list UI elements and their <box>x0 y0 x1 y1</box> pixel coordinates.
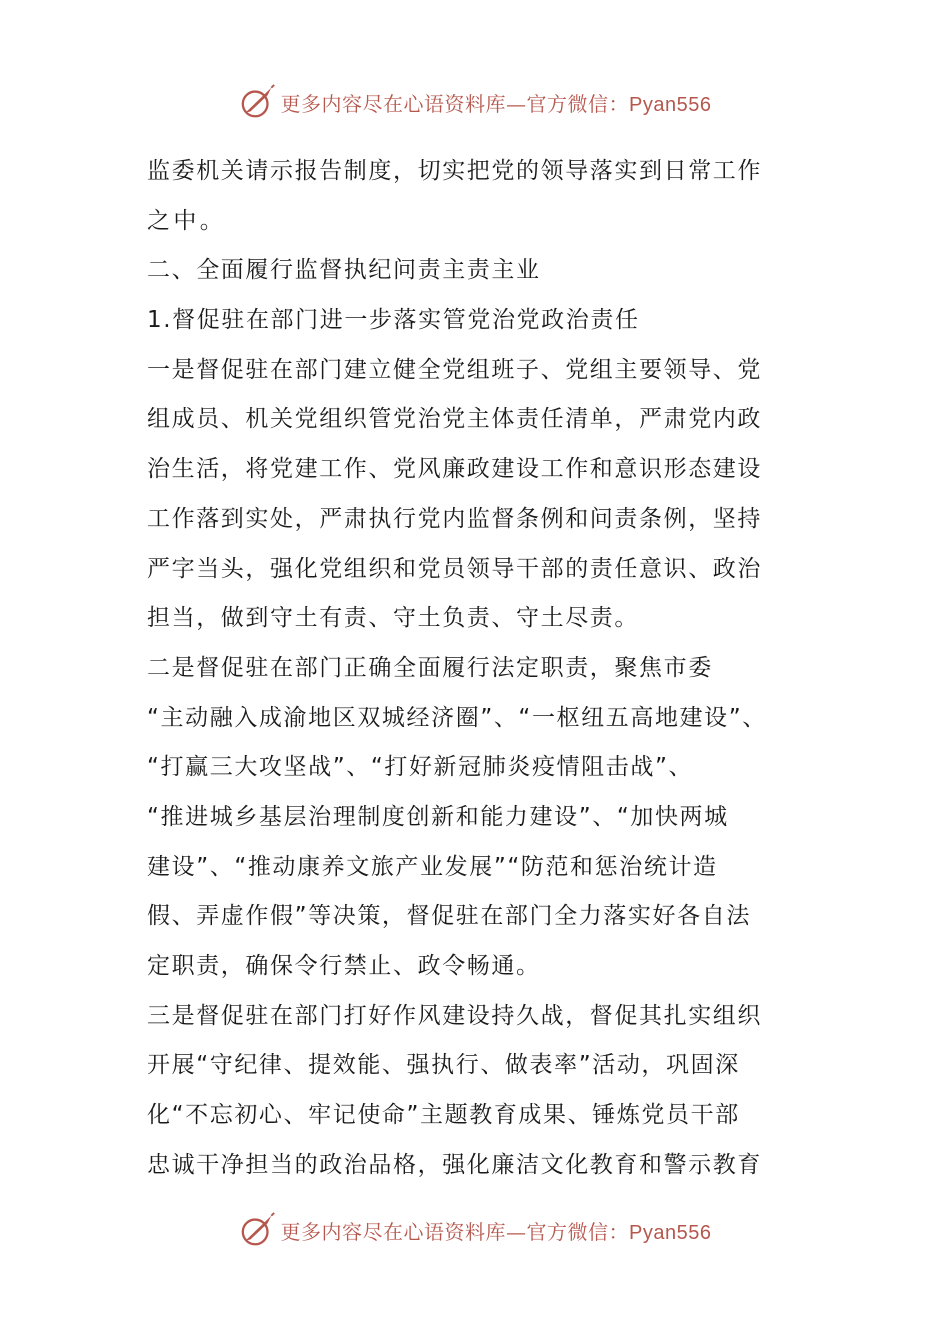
paragraph-line: 建设”、“推动康养文旅产业发展”“防范和惩治统计造 <box>147 853 718 880</box>
paragraph-line: 假、弄虚作假”等决策，督促驻在部门全力落实好各自法 <box>147 903 751 930</box>
banner-text <box>281 88 712 117</box>
paragraph-line: 忠诚干净担当的政治品格，强化廉洁文化教育和警示教育 <box>147 1151 762 1178</box>
document-body <box>147 147 827 1190</box>
paragraph-line: 监委机关请示报告制度，切实把党的领导落实到日常工作 <box>147 158 762 184</box>
wechat-id: Pyan556 <box>629 1221 712 1244</box>
paragraph-line: 开展“守纪律、提效能、强执行、做表率”活动，巩固深 <box>147 1052 740 1079</box>
paragraph-line: 化“不忘初心、牢记使命”主题教育成果、锤炼党员干部 <box>147 1102 740 1129</box>
paragraph-line: 定职责，确保令行禁止、政令畅通。 <box>147 953 541 979</box>
paragraph-line: 担当，做到守土有责、守土负责、守土尽责。 <box>147 605 639 632</box>
banner-text <box>281 1216 712 1245</box>
banner-promo-text: 更多内容尽在心语资料库—官方微信： <box>280 1219 630 1244</box>
paragraph-line: 治生活，将党建工作、党风廉政建设工作和意识形态建设 <box>147 456 762 483</box>
wechat-id: Pyan556 <box>629 93 712 116</box>
paragraph-line: “推进城乡基层治理制度创新和能力建设”、“加快两城 <box>147 803 729 830</box>
paragraph-line: 严字当头，强化党组织和党员领导干部的责任意识、政治 <box>147 555 762 582</box>
paragraph-line: 之中。 <box>147 207 227 234</box>
paragraph-line: “主动融入成渝地区双城经济圈”、“一枢纽五高地建设”、 <box>147 704 767 731</box>
quill-pen-in-circle-icon <box>239 1211 277 1249</box>
banner-promo-text: 更多内容尽在心语资料库—官方微信： <box>280 91 630 116</box>
paragraph-line: “打赢三大攻坚战”、“打好新冠肺炎疫情阻击战”、 <box>147 754 694 781</box>
paragraph-line: 三是督促驻在部门打好作风建设持久战，督促其扎实组织 <box>147 1002 762 1029</box>
paragraph-line: 工作落到实处，严肃执行党内监督条例和问责条例，坚持 <box>147 505 762 532</box>
quill-pen-in-circle-icon <box>239 83 277 121</box>
paragraph-line: 二是督促驻在部门正确全面履行法定职责，聚焦市委 <box>147 654 713 681</box>
section-heading: 二、全面履行监督执纪问责主责主业 <box>147 257 541 284</box>
paragraph-line: 一是督促驻在部门建立健全党组班子、党组主要领导、党 <box>147 356 762 383</box>
header-banner <box>0 80 950 124</box>
subsection-heading: 1.督促驻在部门进一步落实管党治党政治责任 <box>147 307 640 334</box>
footer-banner <box>0 1208 950 1252</box>
paragraph-line: 组成员、机关党组织管党治党主体责任清单，严肃党内政 <box>147 406 762 433</box>
